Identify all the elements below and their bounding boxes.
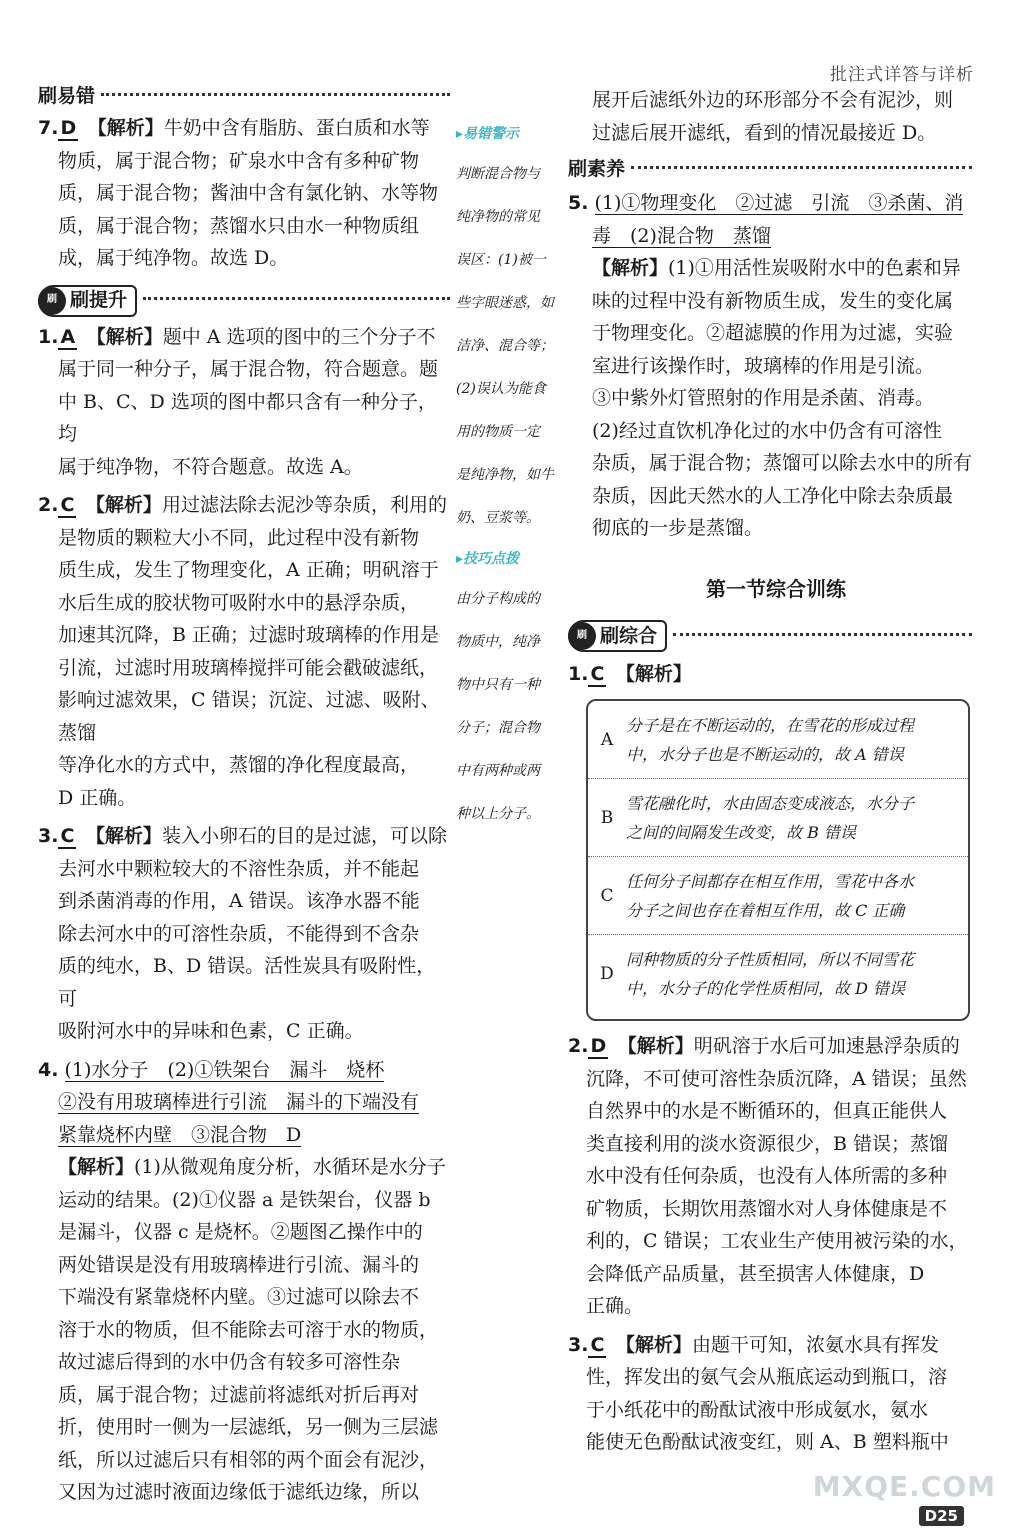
badge-icon: 刷 <box>568 622 596 650</box>
analysis-text: 中 B、C、D 选项的图中都只含有一种分子，均 <box>58 390 437 445</box>
analysis-tag: 【解析】 <box>95 825 162 847</box>
analysis-text: 质，属于混合物；酱油中含有氯化钠、水等物 <box>58 182 439 204</box>
answer-text: (1)①物理变化 ②过滤 引流 ③杀菌、消 <box>594 192 964 214</box>
analysis-text: (1)从微观角度分析，水循环是水分子 <box>134 1156 446 1178</box>
answer-line <box>568 220 972 253</box>
analysis-tag: 【解析】 <box>96 325 163 348</box>
question-number: 5. <box>568 192 589 214</box>
analysis-text: 性，挥发出的氨气会从瓶底运动到瓶口，溶 <box>586 1366 948 1388</box>
analysis-text: 题中 A 选项的图中的三个分子不 <box>162 325 436 348</box>
page-header: 批注式详答与详析 <box>830 65 974 85</box>
question-2-zonghe <box>568 1030 972 1323</box>
analysis-text: 是漏斗，仪器 c 是烧杯。②题图乙操作中的 <box>58 1221 423 1243</box>
analysis-text: 物质，属于混合物；矿泉水中含有多种矿物 <box>58 149 420 172</box>
analysis-text: 质的纯水，B、D 错误。活性炭具有吸附性，可 <box>58 955 436 1010</box>
analysis-text: 类直接利用的淡水资源很少，B 错误；蒸馏 <box>586 1132 949 1155</box>
note-line: 分子；混合物 <box>456 720 540 736</box>
question-number: 7. <box>38 117 59 139</box>
question-3 <box>38 820 450 1048</box>
analysis-line <box>38 820 450 853</box>
right-column-bottom <box>568 1030 972 1459</box>
analysis-text: 到杀菌消毒的作用，A 错误。该净水器不能 <box>58 890 420 912</box>
analysis-text: 正确。 <box>586 1295 644 1317</box>
analysis-line <box>38 1151 450 1184</box>
explanation-line: 分子是在不断运动的，在雪花的形成过程 <box>626 715 915 735</box>
analysis-text: 味的过程中没有新物质生成，发生的变化属 <box>592 289 954 312</box>
analysis-text: 质生成，发生了物理变化，A 正确；明矾溶于 <box>58 559 439 581</box>
dotted-divider <box>673 633 972 636</box>
analysis-table <box>586 699 970 1021</box>
answer-letter: C <box>60 494 75 516</box>
answer-text: 毒 (2)混合物 蒸馏 <box>592 224 771 247</box>
analysis-text: 溶于水的物质，但不能除去可溶于水的物质， <box>58 1318 439 1341</box>
question-number: 2. <box>568 1035 589 1057</box>
analysis-text: D 正确。 <box>58 786 137 809</box>
note-line: 中有两种或两 <box>456 763 540 779</box>
question-1-zonghe: 1. C 【解析】 <box>568 663 692 685</box>
question-number: 3. <box>38 825 59 847</box>
side-notes <box>456 122 568 843</box>
question-number: 3. <box>568 1333 589 1356</box>
continued-text <box>568 84 972 149</box>
note-line: 用的物质一定 <box>456 424 540 440</box>
analysis-text: 于物理变化。②超滤膜的作用为过滤，实验 <box>592 322 954 344</box>
section-badge: 刷 刷综合 <box>568 620 667 652</box>
answer-line <box>38 1086 450 1119</box>
analysis-text: 加速其沉降，B 正确；过滤时玻璃棒的作用是 <box>58 624 440 646</box>
option-label: A <box>600 729 614 750</box>
analysis-line <box>568 252 972 285</box>
analysis-tag: 【解析】 <box>58 1156 135 1178</box>
analysis-tag: 【解析】 <box>95 494 162 516</box>
answer-letter: D <box>60 117 77 139</box>
analysis-text: 两处错误是没有用玻璃棒进行引流、漏斗的 <box>58 1253 420 1276</box>
explanation-line: 雪花融化时，水由固态变成液态，水分子 <box>626 793 915 813</box>
note-line: 由分子构成的 <box>456 591 540 607</box>
analysis-text: 折，使用时一侧为一层滤纸，另一侧为三层滤 <box>58 1416 439 1438</box>
explanation-line: 之间的间隔发生改变，故 B 错误 <box>626 822 856 842</box>
analysis-text: 纸，所以过滤后只有相邻的两个面会有泥沙， <box>58 1448 439 1471</box>
note-line: (2)误认为能食 <box>456 381 546 397</box>
note-line: 误区：(1)被一 <box>456 252 546 268</box>
question-2 <box>38 489 450 814</box>
analysis-text: 利的，C 错误；工农业生产使用被污染的水， <box>586 1230 968 1252</box>
table-row <box>588 935 968 1013</box>
analysis-text: 水后生成的胶状物可吸附水中的悬浮杂质， <box>58 591 420 614</box>
option-explanation <box>626 867 968 925</box>
note-line: 是纯净物，如牛 <box>456 467 554 483</box>
note-line: 物中只有一种 <box>456 677 540 693</box>
analysis-text: 属于纯净物，不符合题意。故选 A。 <box>58 455 363 478</box>
analysis-text: 会降低产品质量，甚至损害人体健康，D <box>586 1262 925 1285</box>
analysis-text: 装入小卵石的目的是过滤，可以除 <box>161 825 447 847</box>
analysis-text: 杂质，属于混合物；蒸馏可以除去水中的所有 <box>592 452 973 474</box>
analysis-text: 又因为过滤时液面边缘低于滤纸边缘，所以 <box>58 1481 420 1503</box>
question-number: 2. <box>38 494 59 516</box>
analysis-text: 下端没有紧靠烧杯内壁。③过滤可以除去不 <box>58 1286 420 1308</box>
answer-line <box>568 187 972 220</box>
analysis-text: (1)①用活性炭吸附水中的色素和异 <box>668 257 961 279</box>
analysis-text: ③中紫外灯管照射的作用是杀菌、消毒。 <box>592 387 935 409</box>
analysis-text: 成，属于纯净物。故选 D。 <box>58 247 289 269</box>
analysis-text: 引流，过滤时用玻璃棒搅拌可能会戳破滤纸， <box>58 656 439 679</box>
explanation-line: 同种物质的分子性质相同，所以不同雪花 <box>626 950 915 969</box>
table-row <box>588 857 968 935</box>
analysis-text: 故过滤后得到的水中仍含有较多可溶性杂 <box>58 1351 401 1373</box>
analysis-text: 是物质的颗粒大小不同，此过程中没有新物 <box>58 526 420 549</box>
answer-text: ②没有用玻璃棒进行引流 漏斗的下端没有 <box>58 1091 420 1113</box>
section-shuazonghe <box>568 618 972 654</box>
left-column <box>38 80 450 1509</box>
badge-icon: 刷 <box>38 287 66 315</box>
question-7 <box>38 112 450 275</box>
question-4 <box>38 1054 450 1509</box>
section-shuatisheng <box>38 283 450 319</box>
analysis-line <box>38 489 450 522</box>
question-number: 4. <box>38 1058 59 1081</box>
answer-letter: C <box>590 1333 605 1356</box>
note-line: 纯净物的常见 <box>456 209 540 225</box>
analysis-text: 影响过滤效果，C 错误；沉淀、过滤、吸附、蒸馏 <box>58 689 440 744</box>
explanation-line: 分子之间也存在着相互作用，故 C 正确 <box>626 900 905 920</box>
option-label: D <box>600 964 614 984</box>
note-line: 奶、豆浆等。 <box>456 510 540 526</box>
analysis-text: 自然界中的水是不断循环的，但真正能供人 <box>586 1100 948 1122</box>
option-label: B <box>600 807 614 828</box>
answer-line <box>38 1054 450 1087</box>
analysis-text: 用过滤法除去泥沙等杂质，利用的 <box>161 494 447 516</box>
right-column-lower <box>568 618 972 691</box>
section-badge: 刷 刷提升 <box>38 285 137 317</box>
right-column <box>568 84 972 545</box>
answer-letter: A <box>60 325 76 348</box>
option-explanation <box>626 945 968 1003</box>
analysis-text: 矿物质，长期饮用蒸馏水对人身体健康是不 <box>586 1197 948 1220</box>
analysis-text: 质，属于混合物；过滤前将滤纸对折后再对 <box>58 1383 420 1406</box>
question-5 <box>568 187 972 545</box>
analysis-text: 属于同一种分子，属于混合物，符合题意。题 <box>58 358 439 380</box>
analysis-text: 等净化水的方式中，蒸馏的净化程度最高， <box>58 754 420 776</box>
note-heading-jiqiao: ▸ 技巧点拨 <box>456 547 568 571</box>
option-label: C <box>600 885 614 906</box>
dotted-divider <box>101 93 450 96</box>
analysis-text: 由题干可知，浓氨水具有挥发 <box>691 1333 939 1356</box>
explanation-line: 任何分子间都存在相互作用，雪花中各水 <box>626 871 915 891</box>
analysis-text: 杂质，因此天然水的人工净化中除去杂质最 <box>592 484 954 507</box>
option-explanation <box>626 789 968 847</box>
analysis-text: 质，属于混合物；蒸馏水只由水一种物质组 <box>58 214 420 237</box>
dotted-divider <box>631 166 972 169</box>
note-line: 种以上分子。 <box>456 806 540 822</box>
question-number: 1. <box>38 325 59 348</box>
analysis-text: 水中没有任何杂质，也没有人体所需的多种 <box>586 1165 948 1187</box>
table-row <box>588 779 968 857</box>
dotted-divider <box>143 297 450 300</box>
analysis-text: 明矾溶于水后可加速悬浮杂质的 <box>693 1035 960 1057</box>
note-line: 判断混合物与 <box>456 166 540 182</box>
analysis-text: 过滤后展开滤纸，看到的情况最接近 D。 <box>592 121 937 144</box>
watermark: MXQE.COM <box>812 1470 996 1503</box>
analysis-text: 展开后滤纸外边的环形部分不会有泥沙，则 <box>592 89 954 111</box>
section-title: 第一节综合训练 <box>706 577 846 601</box>
note-heading-yicuo: ▸ 易错警示 <box>456 122 568 146</box>
page-number: D25 <box>919 1506 964 1526</box>
analysis-line <box>38 321 450 354</box>
answer-text: (1)水分子 (2)①铁架台 漏斗 烧杯 <box>64 1058 385 1081</box>
section-shuayicuo: 刷易错 <box>38 80 450 112</box>
answer-letter: D <box>590 1035 607 1057</box>
section-shuasuyang: 刷素养 <box>568 153 972 185</box>
analysis-text: 于小纸花中的酚酞试液中形成氨水，氨水 <box>586 1398 929 1421</box>
analysis-tag: 【解析】 <box>625 1333 692 1356</box>
explanation-line: 中，水分子也是不断运动的，故 A 错误 <box>626 744 904 764</box>
table-row <box>588 701 968 779</box>
option-explanation <box>626 711 968 769</box>
answer-text: 紧靠烧杯内壁 ③混合物 D <box>58 1123 302 1146</box>
note-line: 些字眼迷惑，如 <box>456 295 554 311</box>
analysis-text: 沉降，不可使可溶性杂质沉降，A 错误；虽然 <box>586 1067 967 1090</box>
question-1 <box>38 321 450 484</box>
note-line: 洁净、混合等； <box>456 338 554 354</box>
question-3-zonghe <box>568 1329 972 1459</box>
note-line: 物质中，纯净 <box>456 634 540 650</box>
analysis-text: 室进行该操作时，玻璃棒的作用是引流。 <box>592 354 935 377</box>
note-text-1 <box>456 160 568 533</box>
analysis-text: 运动的结果。(2)①仪器 a 是铁架台，仪器 b <box>58 1188 431 1211</box>
analysis-text: 除去河水中的可溶性杂质，不能得到不含杂 <box>58 922 420 945</box>
analysis-line <box>38 112 450 145</box>
analysis-tag: 【解析】 <box>627 1035 694 1057</box>
analysis-line <box>568 1329 972 1362</box>
analysis-tag: 【解析】 <box>97 117 164 139</box>
analysis-tag: 【解析】 <box>592 257 669 279</box>
analysis-text: 吸附河水中的异味和色素，C 正确。 <box>58 1020 364 1042</box>
analysis-text: 彻底的一步是蒸馏。 <box>592 517 764 539</box>
explanation-line: 中，水分子的化学性质相同，故 D 错误 <box>626 979 906 998</box>
analysis-text: 牛奶中含有脂肪、蛋白质和水等 <box>163 117 430 139</box>
analysis-text: 能使无色酚酞试液变红，则 A、B 塑料瓶中 <box>586 1431 949 1453</box>
note-text-2 <box>456 585 568 829</box>
answer-letter: C <box>60 825 75 847</box>
analysis-line <box>568 1030 972 1063</box>
analysis-text: (2)经过直饮机净化过的水中仍含有可溶性 <box>592 419 942 442</box>
answer-line <box>38 1119 450 1152</box>
analysis-text: 去河水中颗粒较大的不溶性杂质，并不能起 <box>58 857 420 880</box>
